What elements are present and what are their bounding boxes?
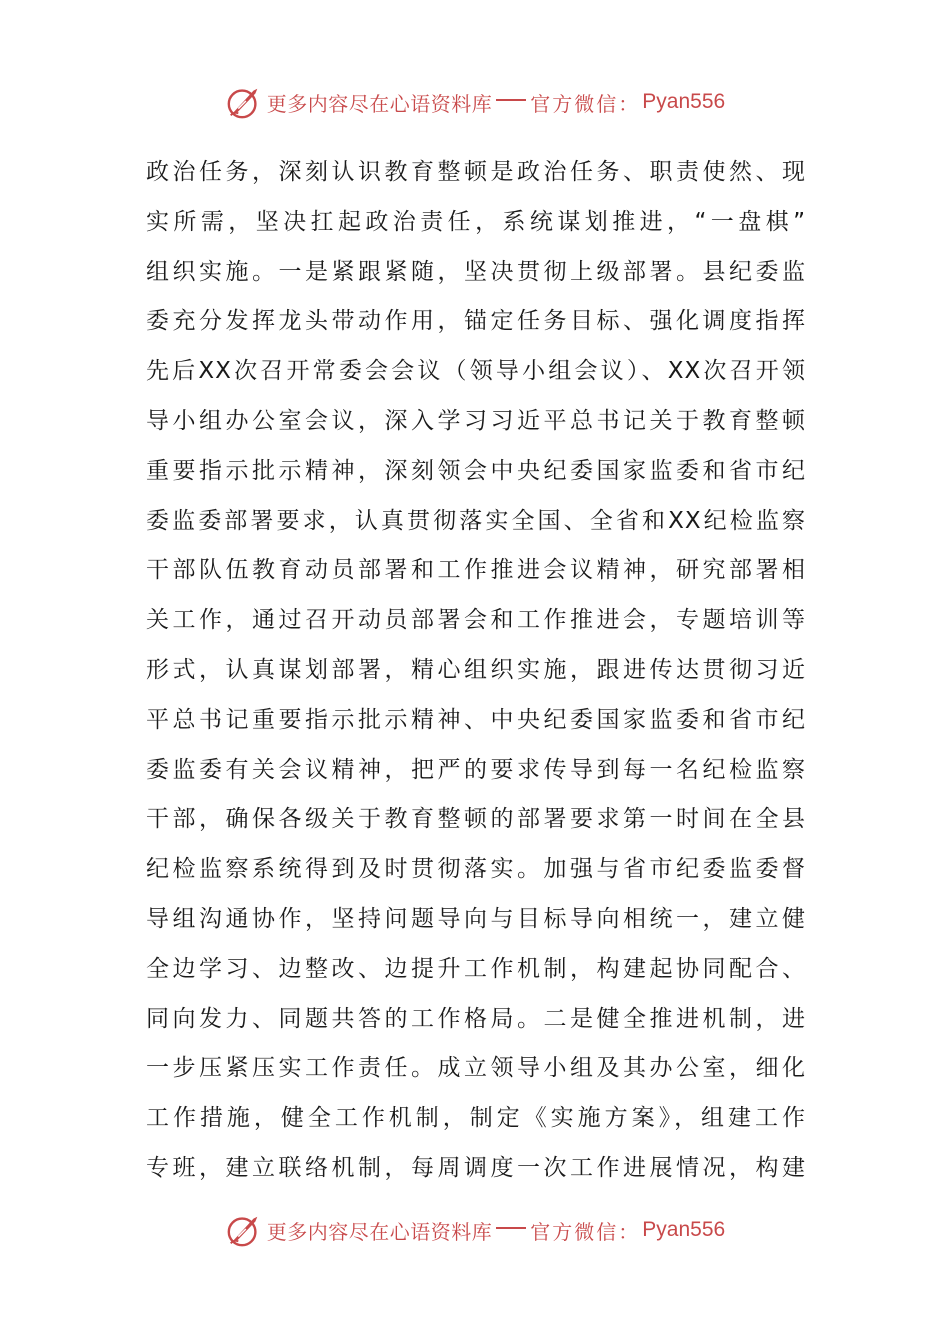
quill-logo-icon [225,83,263,121]
document-body [146,148,806,1194]
watermark-site-text: 更多内容尽在心语资料库 [266,91,493,116]
watermark-site-text: 更多内容尽在心语资料库 [266,1219,493,1244]
watermark-wechat-id: Pyan556 [642,1218,726,1241]
text-line: 纪检监察系统得到及时贯彻落实。加强与省市纪委监委督 [146,856,806,883]
text-line: 导小组办公室会议，深入学习习近平总书记关于教育整顿 [146,407,806,434]
text-line: 平总书记重要指示批示精神、中央纪委国家监委和省市纪 [146,706,806,733]
header-watermark [0,82,950,122]
text-line: 干部队伍教育动员部署和工作推进会议精神，研究部署相 [146,557,806,584]
text-line: 导组沟通协作，坚持问题导向与目标导向相统一，建立健 [146,905,806,932]
quill-logo-icon [225,1211,263,1249]
text-line: 委监委部署要求，认真贯彻落实全国、全省和XX纪检监察 [146,507,806,534]
text-line: 工作措施，健全工作机制，制定《实施方案》，组建工作 [146,1105,806,1132]
text-line: 组织实施。一是紧跟紧随，坚决贯彻上级部署。县纪委监 [146,258,806,285]
text-line: 委监委有关会议精神，把严的要求传导到每一名纪检监察 [146,756,806,783]
text-line: 形式，认真谋划部署，精心组织实施，跟进传达贯彻习近 [146,656,806,683]
watermark-wechat-id: Pyan556 [642,90,726,113]
watermark-wechat-label: 官方微信： [530,1219,641,1244]
text-line: 关工作，通过召开动员部署会和工作推进会，专题培训等 [146,607,806,634]
watermark-wechat-label: 官方微信： [530,91,641,116]
text-line: 干部，确保各级关于教育整顿的部署要求第一时间在全县 [146,806,806,833]
watermark-dash [496,1227,526,1229]
text-line: 实所需，坚决扛起政治责任，系统谋划推进，“一盘棋” [146,208,806,235]
text-line: 同向发力、同题共答的工作格局。二是健全推进机制，进 [146,1005,806,1032]
text-line: 一步压紧压实工作责任。成立领导小组及其办公室，细化 [146,1055,806,1082]
watermark-dash [496,99,526,101]
text-line: 委充分发挥龙头带动作用，锚定任务目标、强化调度指挥 [146,308,806,335]
text-line: 政治任务，深刻认识教育整顿是政治任务、职责使然、现 [146,159,806,185]
text-line: 全边学习、边整改、边提升工作机制，构建起协同配合、 [146,955,806,982]
text-line: 重要指示批示精神，深刻领会中央纪委国家监委和省市纪 [146,457,806,484]
footer-watermark [0,1210,950,1250]
text-line: 先后XX次召开常委会会议（领导小组会议）、XX次召开领 [146,358,806,385]
text-line: 专班，建立联络机制，每周调度一次工作进展情况，构建 [146,1154,806,1181]
